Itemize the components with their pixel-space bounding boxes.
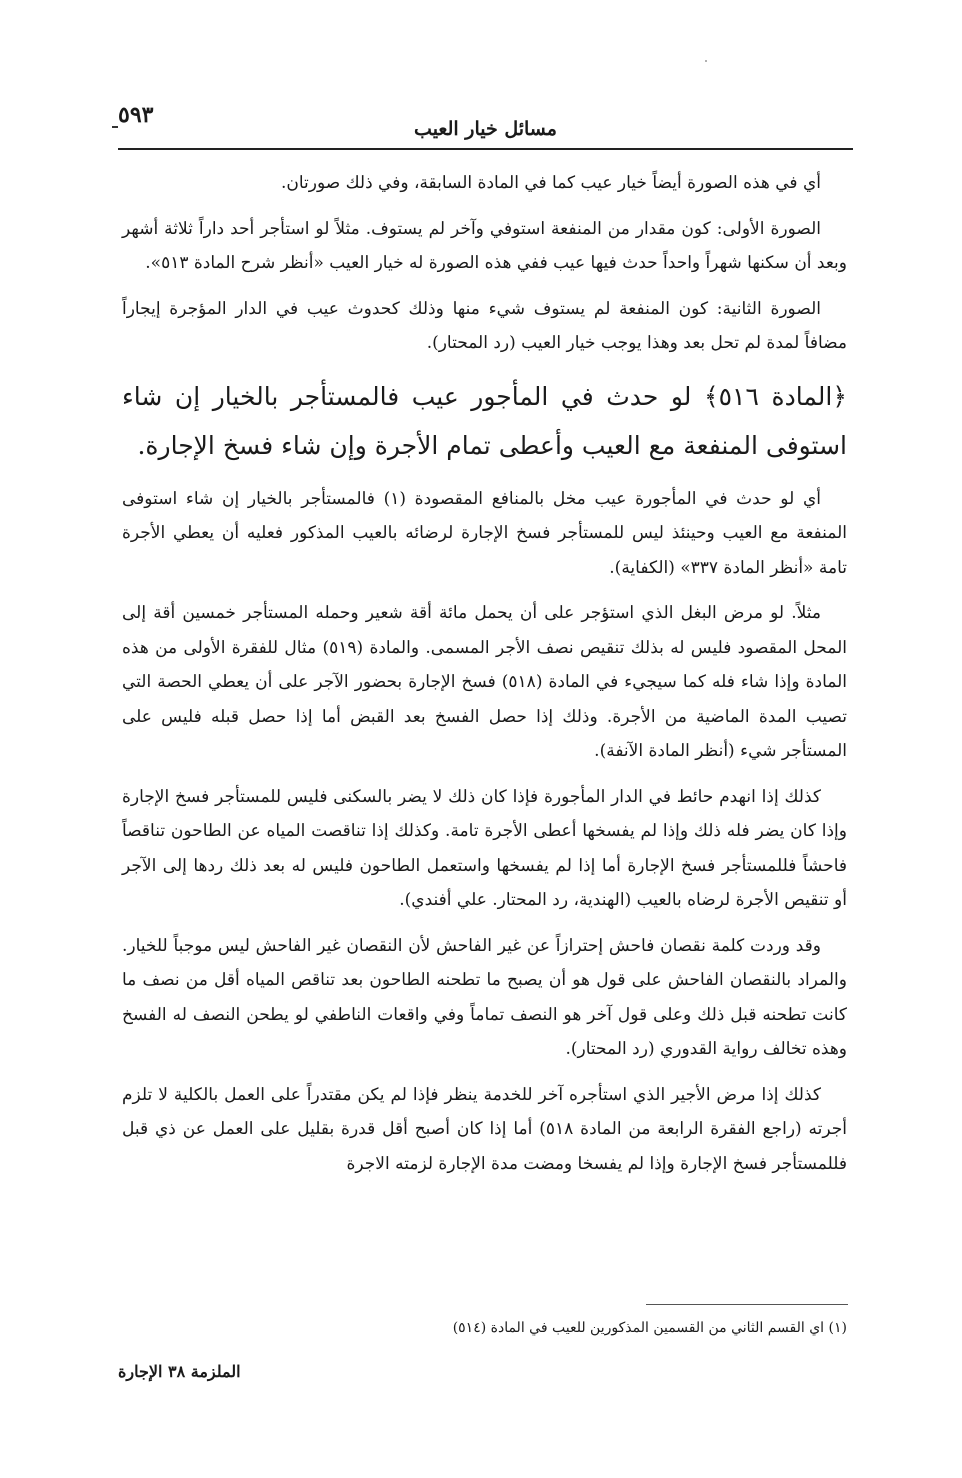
- footnote: (١) اي القسم الثاني من القسمين المذكورين للعيب في المادة (٥١٤): [452, 1320, 847, 1336]
- commentary-paragraph: كذلك إذا مرض الأجير الذي استأجره آخر للخدمة ينظر فإذا لم يكن مقتدراً على العمل بالكلية لا تلزم أجرته (راجع الفقرة الرابعة من المادة ٥١٨) أما إذا كان أصبح أقل قدرة بقليل على العمل عن ذي قبل فللمستأجر فسخ الإجارة وإذا لم يفسخا ومضت مدة الإجارة لزمته الاجرة: [122, 1084, 847, 1174]
- page-header: [118, 98, 853, 150]
- running-title: مسائل خيار العيب: [414, 118, 557, 140]
- commentary-paragraph: وقد وردت كلمة نقصان فاحش إحترازاً عن غير الفاحش لأن النقصان غير الفاحش ليس موجباً للخيار. والمراد بالنقصان الفاحش على قول هو أن يصبح ما تطحنه الطاحون بعد تناقص المياه أقل من نصف ما كانت تطحنه قبل ذلك وعلى قول آخر هو النصف تماماً وفي واقعات الناطفي لو يطحن النصف له الفسخ وهذه تخالف رواية القدوري (رد المحتار).: [122, 935, 847, 1059]
- commentary-paragraph: مثلاً. لو مرض البغل الذي استؤجر على أن يحمل مائة أقة شعير وحمله المستأجر خمسين أقة إلى المحل المقصود فليس له بذلك تنقيص نصف الأجر المسمى. والمادة (٥١٩) مثال للفقرة الأولى من هذه المادة وإذا شاء فله كما سيجيء في المادة (٥١٨) فسخ الإجارة بحضور الآجر على أن يعطي الحصة التي تصيب المدة الماضية من الأجرة. وذلك إذا حصل الفسخ بعد القبض أما إذا حصل قبله فليس على المستأجر شيء (أنظر المادة الآنفة).: [122, 603, 847, 761]
- header-rule: [118, 148, 853, 150]
- commentary-paragraph: كذلك إذا انهدم حائط في الدار المأجورة فإذا كان ذلك لا يضر بالسكنى فليس للمستأجر فسخ الإجارة وإذا كان يضر فله ذلك وإذا لم يفسخها أعطى الأجرة تامة. وكذلك إذا تناقصت المياه عن الطاحون تناقصاً فاحشاً فللمستأجر فسخ الإجارة أما إذا لم يفسخها واستعمل الطاحون فليس له بعد ذلك ردها إلى الآجر أو تنقيص الأجرة لرضاه بالعيب (الهندية، رد المحتار. علي أفندي).: [122, 786, 847, 910]
- commentary-paragraph: الصورة الأولى: كون مقدار من المنفعة استوفي وآخر لم يستوف. مثلاً لو استأجر أحد داراً ثلاثة أشهر وبعد أن سكنها شهراً واحداً حدث فيها عيب ففي هذه الصورة له خيار العيب «أنظر شرح المادة ٥١٣».: [122, 218, 847, 273]
- body-text: [122, 166, 847, 1192]
- article-516: ﴿المادة ٥١٦﴾ لو حدث في المأجور عيب فالمستأجر بالخيار إن شاء استوفى المنفعة مع العيب وأعطى تمام الأجرة وإن شاء فسخ الإجارة.: [122, 381, 847, 460]
- signature-mark: الملزمة ٣٨ الإجارة: [118, 1362, 241, 1381]
- footnote-rule: [646, 1304, 848, 1305]
- commentary-paragraph: أي في هذه الصورة أيضاً خيار عيب كما في المادة السابقة، وفي ذلك صورتان.: [280, 173, 821, 193]
- page-number: ٥٩٣: [118, 102, 154, 128]
- commentary-paragraph: الصورة الثانية: كون المنفعة لم يستوف شيء منها وذلك كحدوث عيب في الدار المؤجرة إيجاراً مضافاً لمدة لم تحل بعد وهذا يوجب خيار العيب (رد المحتار).: [122, 298, 847, 353]
- scan-speck: [705, 60, 707, 62]
- commentary-paragraph: أي لو حدث في المأجورة عيب مخل بالمنافع المقصودة (١) فالمستأجر بالخيار إن شاء استوفى المنفعة مع العيب وحينئذ ليس للمستأجر فسخ الإجارة لرضائه بالعيب المذكور فعليه أن يعطي الأجرة تامة «أنظر المادة ٣٣٧» (الكفاية).: [122, 488, 847, 578]
